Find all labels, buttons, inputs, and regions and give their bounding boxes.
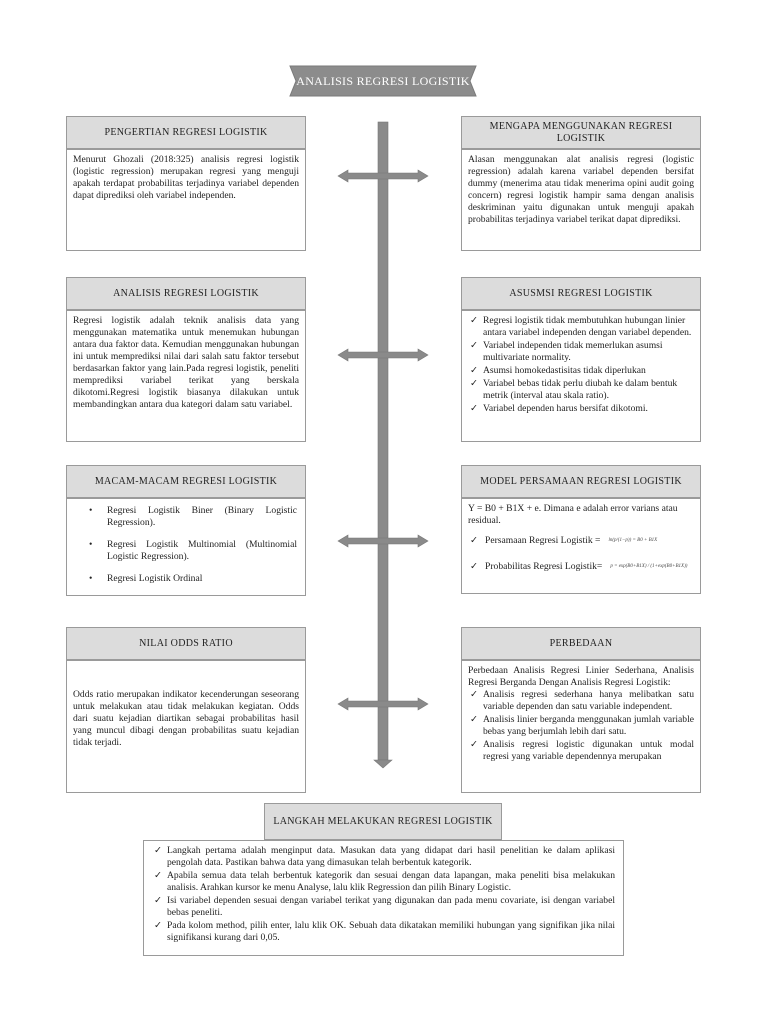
list-item: • Regresi Logistik Biner (Binary Logistic Regression).	[89, 505, 297, 528]
pengertian-header: PENGERTIAN REGRESI LOGISTIK	[66, 116, 306, 149]
check-icon: ✓	[470, 535, 479, 546]
check-icon: ✓	[470, 739, 479, 750]
asumsi-header: ASUSMSI REGRESI LOGISTIK	[461, 277, 701, 310]
page-title: ANALISIS REGRESI LOGISTIK	[296, 74, 470, 88]
asumsi-body	[461, 310, 701, 442]
langkah-list	[152, 845, 615, 944]
model-header: MODEL PERSAMAAN REGRESI LOGISTIK	[461, 465, 701, 498]
bullet-icon: •	[89, 539, 93, 550]
list-item: ✓ Analisis linier berganda menggunakan jumlah variable bebas yang berjumlah lebih dari satu.	[470, 714, 694, 737]
check-icon: ✓	[154, 845, 163, 856]
asumsi-list	[468, 315, 694, 415]
check-icon: ✓	[154, 895, 163, 906]
check-icon: ✓	[470, 403, 479, 414]
check-icon: ✓	[470, 365, 479, 376]
perbedaan-list	[468, 689, 694, 763]
equation-formula-2: p = exp(B0+B1X) / (1+exp(B0+B1X))	[610, 564, 688, 569]
langkah-body	[143, 840, 624, 956]
analisis-body: Regresi logistik adalah teknik analisis data yang menggunakan matematika untuk menemukan hubungan antara dua faktor data. Kemudian menggunakan hubungan ini untuk memprediksi nilai dari salah satu faktor tersebut berdasarkan faktor yang lain.Pada regresi logistik, peneliti memprediksi variabel terikat yang berskala dikotomi.Regresi logistik biasanya dilakukan untuk membandingkan antara dua kategori dalam satu variabel.	[66, 310, 306, 442]
list-item: ✓ Isi variabel dependen sesuai dengan variabel terikat yang digunakan dan pada menu covariate, isi dengan variabel bebas peneliti.	[154, 895, 615, 918]
equation-label-1: Persamaan Regresi Logistik =	[485, 535, 601, 546]
list-item: ✓ Pada kolom method, pilih enter, lalu klik OK. Sebuah data dikatakan memiliki hubungan yang signifikan jika nilai signifikansi kurang dari 0,05.	[154, 920, 615, 943]
list-item: ✓ Variabel dependen harus bersifat dikotomi.	[470, 403, 648, 414]
equation-formula-1: ln(p/(1−p)) = B0 + B1X	[608, 538, 658, 543]
macam-list	[73, 505, 297, 585]
check-icon: ✓	[154, 920, 163, 931]
list-item: ✓ Regresi logistik tidak membutuhkan hubungan linier antara variabel independen dengan variabel dependen.	[470, 315, 692, 338]
list-item: ✓ Analisis regresi logistic digunakan untuk modal regresi yang variable dependennya merupakan	[470, 739, 694, 762]
list-item: ✓ Variabel bebas tidak perlu diubah ke dalam bentuk metrik (interval atau skala ratio).	[470, 378, 678, 401]
list-item: • Regresi Logistik Ordinal	[89, 573, 203, 584]
check-icon: ✓	[154, 870, 163, 881]
odds-body: Odds ratio merupakan indikator kecenderungan seseorang untuk melakukan atau tidak melakukan kegiatan. Odds dari suatu kejadian diartikan sebagai probabilitas hasil yang muncul dibagi dengan probabilitas suatu kejadian tidak terjadi.	[66, 660, 306, 793]
list-item: ✓ Analisis regresi sederhana hanya melibatkan satu variable dependen dan satu variable independent.	[470, 689, 694, 712]
trunk-arrowhead	[374, 760, 392, 768]
check-icon: ✓	[470, 378, 479, 389]
list-item: ✓ Variabel independen tidak memerlukan asumsi multivariate normality.	[470, 340, 663, 363]
check-icon: ✓	[470, 315, 479, 326]
check-icon: ✓	[470, 714, 479, 725]
check-icon: ✓	[470, 340, 479, 351]
model-intro: Y = B0 + B1X + e. Dimana e adalah error varians atau residual.	[468, 503, 678, 526]
odds-header: NILAI ODDS RATIO	[66, 627, 306, 660]
equation-row-1	[468, 535, 694, 547]
check-icon: ✓	[470, 561, 479, 572]
list-item: ✓ Langkah pertama adalah menginput data. Masukan data yang didapat dari hasil penelitian ke dalam aplikasi pengolah data. Pastikan bahwa data yang dimasukan telah berbentuk kategorik.	[154, 845, 615, 868]
vertical-trunk	[378, 122, 388, 760]
analisis-header: ANALISIS REGRESI LOGISTIK	[66, 277, 306, 310]
bullet-icon: •	[89, 573, 93, 584]
mengapa-header: MENGAPA MENGGUNAKAN REGRESI LOGISTIK	[461, 116, 701, 149]
equation-row-2	[468, 561, 694, 573]
list-item: ✓ Asumsi homokedastisitas tidak diperlukan	[470, 365, 646, 376]
perbedaan-intro: Perbedaan Analisis Regresi Linier Sederhana, Analisis Regresi Berganda Dengan Analisis Regresi Logistik:	[468, 665, 694, 688]
equation-label-2: Probabilitas Regresi Logistik=	[485, 561, 603, 572]
list-item: • Regresi Logistik Multinomial (Multinomial Logistic Regression).	[89, 539, 297, 562]
mengapa-body: Alasan menggunakan alat analisis regresi (logistic regression) adalah karena variabel dependen bersifat dummy (menerima atau tidak menerima opini audit going concern) regresi logistik hampir sama dengan analisis deskriminan yaitu digunakan untuk menguji apakah probabilitas terjadinya variabel terikat dapat diprediksi.	[461, 149, 701, 251]
langkah-header: LANGKAH MELAKUKAN REGRESI LOGISTIK	[264, 803, 502, 840]
check-icon: ✓	[470, 689, 479, 700]
bullet-icon: •	[89, 505, 93, 516]
perbedaan-body	[461, 660, 701, 793]
list-item: ✓ Apabila semua data telah berbentuk kategorik dan sesuai dengan data lapangan, maka peneliti bisa melakukan analisis. Arahkan kursor ke menu Analyse, lalu klik Regression dan pilih Binary Logistic.	[154, 870, 615, 893]
macam-body	[66, 498, 306, 596]
model-body	[461, 498, 701, 594]
macam-header: MACAM-MACAM REGRESI LOGISTIK	[66, 465, 306, 498]
pengertian-body: Menurut Ghozali (2018:325) analisis regresi logistik (logistic regression) merupakan regresi yang menguji apakah terdapat probabilitas terjadinya variabel dependen dapat diprediksi oleh variabel independen.	[66, 149, 306, 251]
perbedaan-header: PERBEDAAN	[461, 627, 701, 660]
